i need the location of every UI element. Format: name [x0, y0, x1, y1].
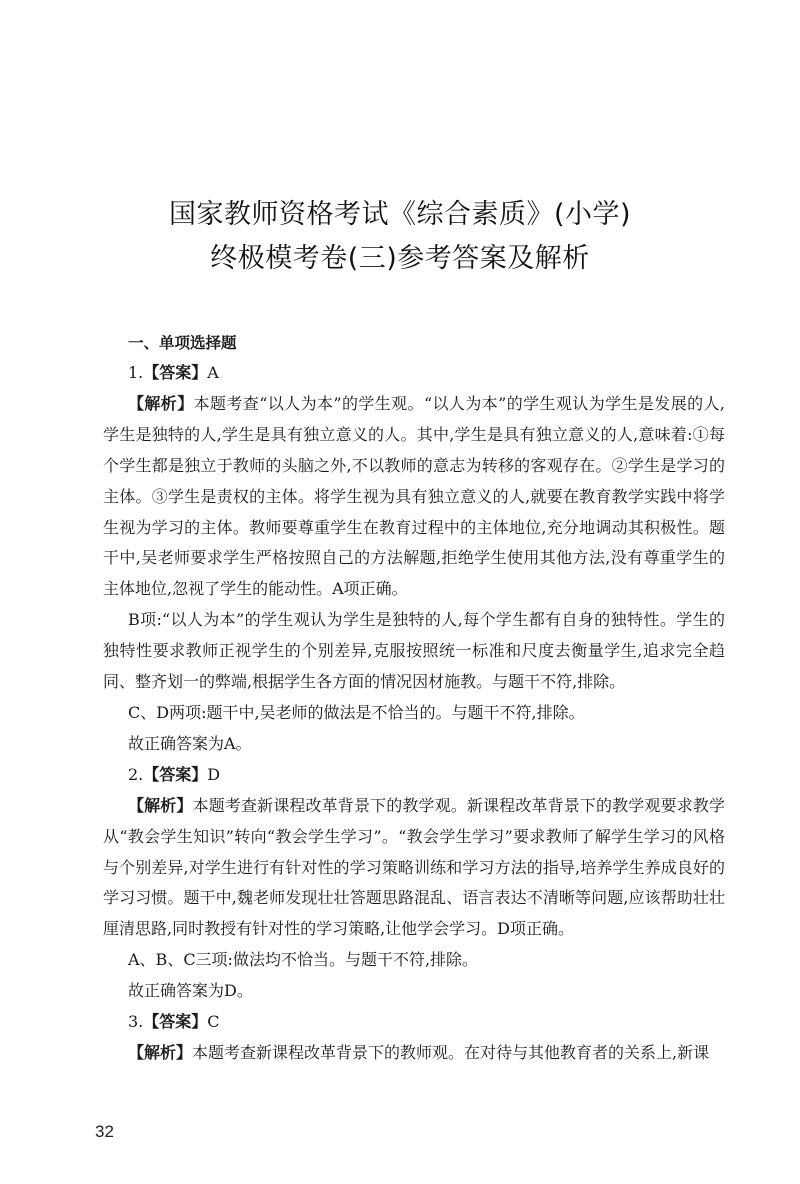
- analysis-text: 本题考查新课程改革背景下的教学观。新课程改革背景下的教学观要求教学从“教会学生知识”转向“教会学生学习”。“教会学生学习”要求教师了解学生学习的风格与个别差异,对学生进行有针对性的学习策略训练和学习方法的指导,培养学生养成良好的学习习惯。题干中,魏老师发现壮壮答题思路混乱、语言表达不清晰等问题,应该帮助壮壮厘清思路,同时教授有针对性的学习策略,让他学会学习。D项正确。: [103, 795, 725, 939]
- question-number: 2.: [128, 764, 144, 784]
- question-1-answer: [103, 358, 725, 389]
- question-3-answer: [103, 1007, 725, 1038]
- section-heading: 一、单项选择题: [128, 334, 237, 352]
- analysis-text: 本题考查新课程改革背景下的教师观。在对待与其他教育者的关系上,新课: [192, 1042, 710, 1062]
- analysis-label: 【解析】: [128, 1042, 193, 1062]
- page-title-line-1: 国家教师资格考试《综合素质》(小学): [168, 199, 632, 230]
- answer-value: D: [207, 764, 221, 784]
- question-2-paragraph: A、B、C三项:做法均不恰当。与题干不符,排除。: [128, 950, 479, 970]
- answer-value: C: [207, 1012, 220, 1032]
- answer-value: A: [207, 363, 219, 382]
- question-3-analysis: [103, 1038, 725, 1069]
- analysis-text: 本题考查“以人为本”的学生观。“以人为本”的学生观认为学生是发展的人,学生是独特的人,学生是具有独立意义的人。其中,学生是具有独立意义的人,意味着:①每个学生都是独立于教师的头脑之外,不以教师的意志为转移的客观存在。②学生是学习的主体。③学生是责权的主体。将学生视为具有独立意义的人,就要在教育教学实践中将学生视为学习的主体。教师要尊重学生在教育过程中的主体地位,充分地调动其积极性。题干中,吴老师要求学生严格按照自己的方法解题,拒绝学生使用其他方法,没有尊重学生的主体地位,忽视了学生的能动性。A项正确。: [103, 393, 725, 599]
- question-1-paragraph: B项:“以人为本”的学生观认为学生是独特的人,每个学生都有自身的独特性。学生的独特性要求教师正视学生的个别差异,克服按照统一标准和尺度去衡量学生,追求完全趋同、整齐划一的弊端,根据学生各方面的情况因材施教。与题干不符,排除。: [103, 610, 725, 692]
- answer-label: 【答案】: [143, 1012, 208, 1032]
- page-title-line-2: 终极模考卷(三)参考答案及解析: [210, 243, 590, 274]
- page-number: 32: [95, 1122, 114, 1141]
- question-2-conclusion: 故正确答案为D。: [128, 981, 253, 1001]
- analysis-label: 【解析】: [128, 393, 194, 413]
- answer-content: [103, 358, 725, 1069]
- question-2-analysis: [103, 791, 725, 946]
- question-1-conclusion: 故正确答案为A。: [128, 733, 252, 753]
- question-1-paragraph: C、D两项:题干中,吴老师的做法是不恰当的。与题干不符,排除。: [128, 702, 585, 722]
- analysis-label: 【解析】: [128, 795, 193, 815]
- question-number: 3.: [128, 1012, 144, 1032]
- answer-label: 【答案】: [143, 363, 208, 382]
- answer-label: 【答案】: [143, 764, 208, 784]
- question-1-analysis: [103, 389, 725, 605]
- question-2-answer: [103, 760, 725, 791]
- question-number: 1.: [128, 363, 144, 382]
